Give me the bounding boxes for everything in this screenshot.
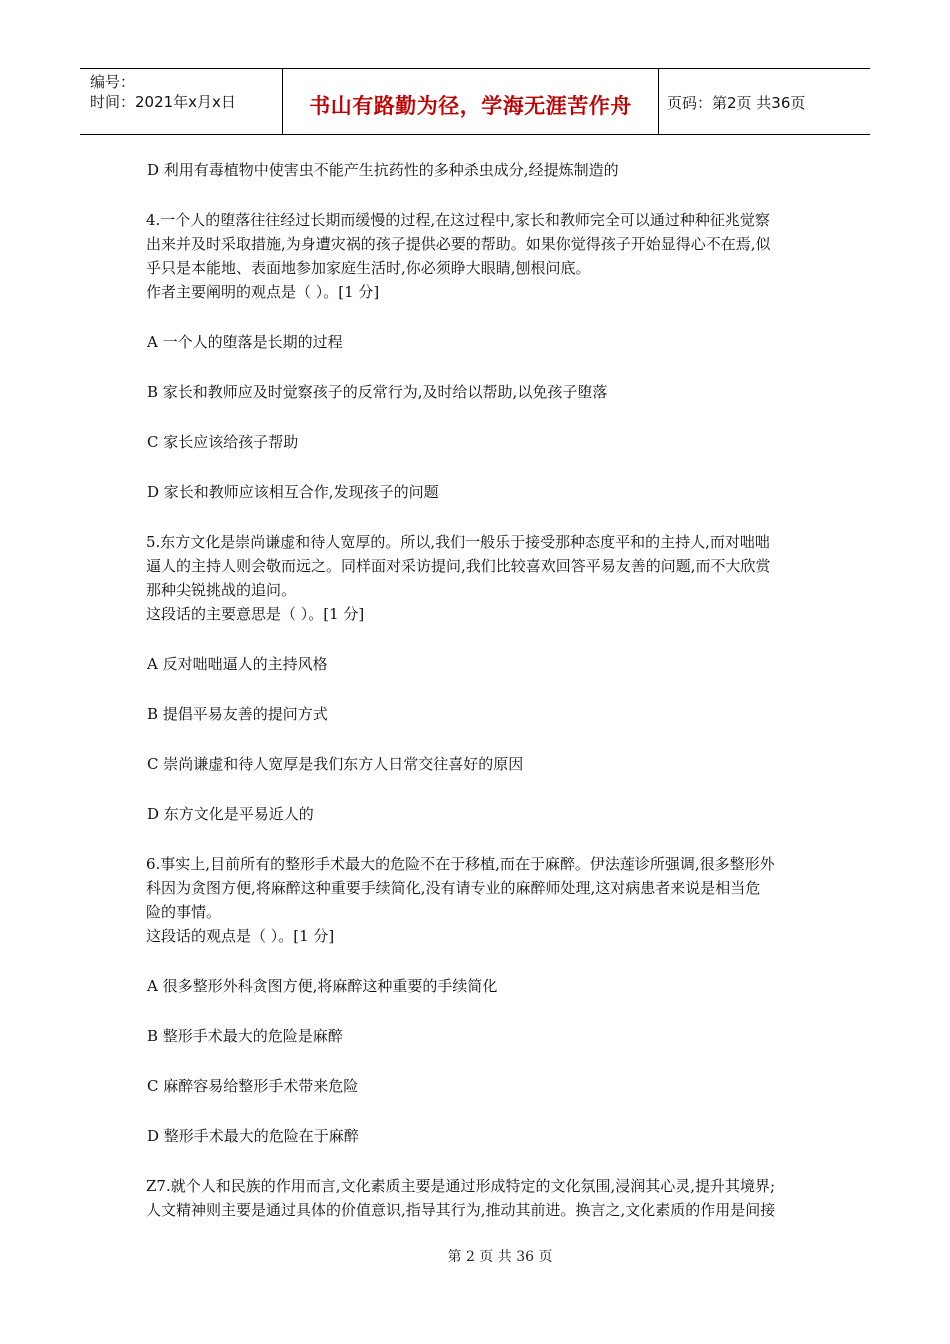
date-line: 时间：2021年x月x日 [90,93,236,111]
motto-text: 书山有路勤为径，学海无涯苦作舟 [309,93,632,118]
option-c: C 麻醉容易给整形手术带来危险 [147,1077,359,1095]
option-a: A 反对咄咄逼人的主持风格 [147,655,328,673]
question-4 [146,208,816,504]
option-c: C 崇尚谦虚和待人宽厚是我们东方人日常交往喜好的原因 [147,755,524,773]
question-prompt: 这段话的观点是（ ）。[1 分] [146,927,335,945]
header-meta-cell [80,69,283,134]
question-line: 科因为贪图方便,将麻醉这种重要手续简化,没有请专业的麻醉师处理,这对病患者来说是相当危 [146,879,761,897]
option-a: A 很多整形外科贪图方便,将麻醉这种重要的手续简化 [147,977,498,995]
question-line: 6.事实上,目前所有的整形手术最大的危险不在于移植,而在于麻醉。伊法莲诊所强调,很多整形外 [146,855,775,873]
header-page-cell [659,69,870,134]
question-line: Z7.就个人和民族的作用而言,文化素质主要是通过形成特定的文化氛围,浸润其心灵,提升其境界; [146,1177,776,1195]
document-body [146,158,816,1222]
question-line: 出来并及时采取措施,为身遭灾祸的孩子提供必要的帮助。如果你觉得孩子开始显得心不在焉,似 [146,235,771,253]
carry-over-option: D 利用有毒植物中使害虫不能产生抗药性的多种杀虫成分,经提炼制造的 [147,161,619,179]
page-header [80,68,870,135]
question-prompt: 这段话的主要意思是（ ）。[1 分] [146,605,365,623]
question-line: 人文精神则主要是通过具体的价值意识,指导其行为,推动其前进。换言之,文化素质的作用是间接 [146,1201,776,1219]
question-line: 逼人的主持人则会敬而远之。同样面对采访提问,我们比较喜欢回答平易友善的问题,而不大欣赏 [146,557,771,575]
option-b: B 提倡平易友善的提问方式 [147,705,328,723]
question-line: 乎只是本能地、表面地参加家庭生活时,你必须睁大眼睛,刨根问底。 [146,259,591,277]
option-b: B 家长和教师应及时觉察孩子的反常行为,及时给以帮助,以免孩子堕落 [147,383,608,401]
question-line: 那种尖锐挑战的追问。 [146,581,297,599]
page-footer: 第 2 页 共 36 页 [447,1249,553,1265]
page-info: 页码：第2页 共36页 [667,94,806,112]
question-line: 5.东方文化是崇尚谦虚和待人宽厚的。所以,我们一般乐于接受那种态度平和的主持人,而对咄咄 [146,533,770,551]
question-line: 4.一个人的堕落往往经过长期而缓慢的过程,在这过程中,家长和教师完全可以通过种种征兆觉察 [146,211,770,229]
option-d: D 整形手术最大的危险在于麻醉 [147,1127,359,1145]
question-6 [146,852,816,1148]
option-d: D 家长和教师应该相互合作,发现孩子的问题 [147,483,439,501]
question-prompt: 作者主要阐明的观点是（ ）。[1 分] [146,283,380,301]
serial-label: 编号： [90,73,136,91]
question-line: 险的事情。 [146,903,222,921]
question-7 [146,1174,816,1222]
option-a: A 一个人的堕落是长期的过程 [147,333,343,351]
option-b: B 整形手术最大的危险是麻醉 [147,1027,343,1045]
option-d: D 东方文化是平易近人的 [147,805,314,823]
header-motto-cell [283,69,659,134]
question-5 [146,530,816,826]
option-c: C 家长应该给孩子帮助 [147,433,299,451]
